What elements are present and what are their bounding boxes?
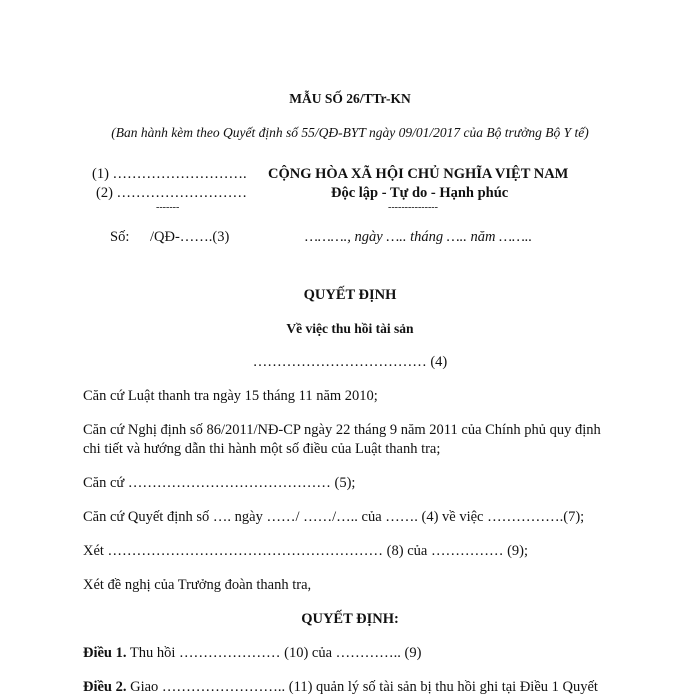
number-label: Số: (110, 229, 130, 245)
agency-line-2: (2) ……………………… (96, 185, 248, 201)
article-2-label: Điều 2. (83, 679, 127, 695)
article-2-text: Giao …………………….. (11) quản lý số tài sản bị thu hồi ghi tại Điều 1 Quyết (126, 679, 598, 695)
motto: Độc lập - Tự do - Hạnh phúc (331, 185, 509, 201)
form-code: MẪU SỐ 26/TTr-KN (289, 91, 411, 106)
article-2 (83, 678, 598, 696)
agency-line-1: (1) ………………………. (92, 166, 247, 182)
consider-2: Xét đề nghị của Trưởng đoàn thanh tra, (83, 577, 312, 593)
issuing-authority: ……………………………… (4) (252, 354, 448, 370)
number-value: /QĐ-…….(3) (150, 229, 230, 245)
basis-2b: chi tiết và hướng dẫn thi hành một số điều của Luật thanh tra; (83, 441, 441, 457)
article-1-label: Điều 1. (83, 645, 127, 661)
decision-subject: Về việc thu hồi tài sản (286, 321, 414, 336)
country-name: CỘNG HÒA XÃ HỘI CHỦ NGHĨA VIỆT NAM (268, 166, 569, 182)
motto-rule: --------------- (388, 202, 438, 213)
consider-1: Xét ………………………………………………… (8) của …………… (9); (83, 543, 529, 559)
basis-1: Căn cứ Luật thanh tra ngày 15 tháng 11 năm 2010; (83, 388, 378, 404)
agency-rule: ------- (156, 202, 180, 213)
basis-2a: Căn cứ Nghị định số 86/2011/NĐ-CP ngày 22 tháng 9 năm 2011 của Chính phủ quy định (83, 422, 601, 438)
basis-4: Căn cứ Quyết định số …. ngày ……/ ……/….. của ……. (4) về việc …………….(7); (83, 509, 585, 525)
issued-note: (Ban hành kèm theo Quyết định số 55/QĐ-BYT ngày 09/01/2017 của Bộ trưởng Bộ Y tế) (111, 125, 589, 140)
article-1-text: Thu hồi ………………… (10) của ………….. (9) (126, 645, 422, 661)
decision-title: QUYẾT ĐỊNH (303, 287, 397, 303)
article-1 (83, 644, 421, 662)
basis-3: Căn cứ …………………………………… (5); (83, 475, 356, 491)
decides-heading: QUYẾT ĐỊNH: (301, 611, 399, 627)
place-date: ………., ngày ….. tháng ….. năm …….. (305, 229, 533, 245)
